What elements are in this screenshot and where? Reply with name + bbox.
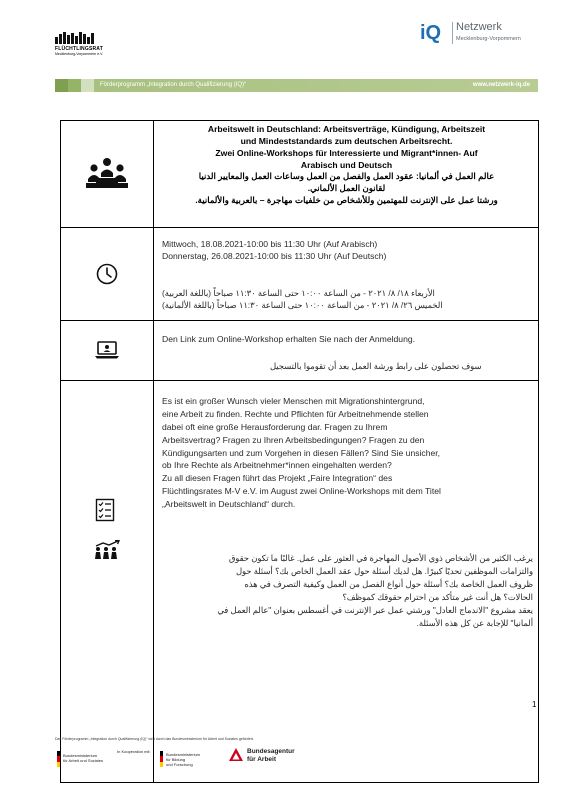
date-line-de: Donnerstag, 26.08.2021-10:00 bis 11:30 Uhr (Auf Deutsch) [162, 251, 387, 262]
ba-line: für Arbeit [247, 755, 277, 763]
description-line-ar: والتزامات الموظفين تحديًا كبيرًا. هل لديك أسئلة حول عقد العمل الخاص بك؟ أسئلة حول [235, 565, 533, 576]
table-column-divider [153, 120, 154, 783]
german-flag-icon [57, 751, 60, 767]
growth-people-icon [93, 540, 121, 560]
workshop-title [158, 124, 535, 207]
row-link-icon-cell [60, 320, 153, 380]
iq-network-label: Netzwerk [456, 21, 502, 33]
checklist-icon-wrap [95, 498, 115, 527]
bmas-line: Bundesministerium [63, 753, 98, 758]
bmbf-line: für Bildung [166, 757, 186, 763]
group-meeting-icon [84, 157, 130, 191]
funding-note: Das Förderprogramm „Integration durch Qualifizierung (IQ)“ wird durch das Bundesministerium für Arbeit und Soziales gefördert. [55, 737, 254, 741]
workshop-dates-de [162, 238, 532, 263]
title-ar-line: لقانون العمل الألماني. [307, 183, 386, 194]
iq-network-logo [420, 20, 538, 48]
laptop-icon [94, 340, 120, 360]
title-de-line: Arabisch und Deutsch [300, 159, 393, 170]
bmas-logo-text [63, 753, 103, 763]
title-de-line: Zwei Online-Workshops für Interessierte und Migrant*innen- Auf [215, 147, 478, 158]
description-line-de: ob Ihre Rechte als Arbeitnehmer*innen eingehalten werden? [162, 460, 392, 471]
bmas-line: für Arbeit und Soziales [63, 758, 104, 764]
description-line-ar: ألمانيا" للإجابة عن كل هذه الأسئلة. [416, 617, 533, 628]
title-ar-line: ورشتا عمل على الإنترنت للمهتمين وللأشخاص من خلفيات مهاجرة – بالعربية والألمانية. [195, 195, 498, 206]
fluechtlingsrat-title: FLÜCHTLINGSRAT [55, 46, 103, 52]
row-title-icon-cell [60, 120, 153, 227]
workshop-dates-ar [162, 287, 532, 312]
date-line-ar: الأربعاء ١٨/ ٨/ ٢٠٢١ - من الساعة ١٠:٠٠ حتى الساعة ١١:٣٠ صباحاً (باللغة العربية) [162, 288, 435, 298]
title-de-line: und Mindeststandards zum deutschen Arbeitsrecht. [240, 135, 453, 146]
description-line-de: Kündigungsarten und zum Vorgehen in diesen Fällen? Sind Sie unsicher, [162, 447, 441, 458]
bmbf-line: Bundesministerium [166, 752, 201, 757]
bundesagentur-logo-icon [228, 747, 244, 763]
description-line-de: dabei oft eine große Herausforderung dar. Fragen zu Ihrem [162, 421, 388, 432]
registration-link-note-ar: سوف تحصلون على رابط ورشة العمل بعد أن تقوموا بالتسجيل [270, 361, 482, 371]
description-line-de: Es ist ein großer Wunsch vieler Menschen mit Migrationshintergrund, [162, 396, 425, 406]
iq-region-label: Mecklenburg-Vorpommern [456, 36, 521, 42]
date-line-ar: الخميس ٢٦/ ٨/ ٢٠٢١ - من الساعة ١٠:٠٠ حتى الساعة ١١:٣٠ صباحاً (باللغة الألمانية) [162, 300, 443, 311]
row-dates-icon-cell [60, 227, 153, 320]
bundesagentur-text [247, 748, 295, 764]
description-line-de: Zu all diesen Fragen führt das Projekt „Faire Integration“ des [162, 473, 393, 484]
checklist-icon [95, 498, 115, 522]
program-banner [55, 79, 538, 92]
description-line-ar: يرغب الكثير من الأشخاص ذوي الأصول المهاجرة في العثور على عمل. غالبًا ما تكون حقوق [228, 553, 533, 563]
iq-mark: iQ [420, 22, 442, 44]
description-de [162, 395, 533, 511]
german-flag-icon [160, 751, 163, 767]
page-number: 1 [532, 700, 537, 709]
description-line-ar: يعقد مشروع "الاندماج العادل" ورشتي عمل عبر الإنترنت في أغسطس بعنوان "عالم العمل في [217, 604, 533, 615]
title-de-line: Arbeitswelt in Deutschland: Arbeitsverträge, Kündigung, Arbeitszeit [207, 124, 486, 134]
date-line-de: Mittwoch, 18.08.2021-10:00 bis 11:30 Uhr (Auf Arabisch) [162, 239, 378, 249]
fluechtlingsrat-subtitle: Mecklenburg-Vorpommern e.V. [55, 52, 104, 56]
description-line-ar: الحالات؟ هل أنت غير متأكد من احترام حقوقك كموظف؟ [342, 591, 533, 602]
ba-line: Bundesagentur [247, 748, 295, 755]
title-ar-line: عالم العمل في ألمانيا: عقود العمل والفصل من العمل وساعات العمل والمعايير الدنيا [198, 171, 495, 182]
clock-icon [95, 262, 119, 286]
description-line-de: „Arbeitswelt in Deutschland“ durch. [162, 499, 296, 510]
banner-text: Förderprogramm „Integration durch Qualifizierung (IQ)“ [100, 82, 247, 88]
iq-separator [452, 22, 453, 44]
bmbf-logo-text [166, 752, 200, 768]
fluechtlingsrat-bars-icon [55, 32, 107, 44]
fluechtlingsrat-logo [55, 32, 107, 56]
table-row-divider [60, 380, 539, 381]
description-line-de: Arbeitsvertrag? Fragen zu Ihren Arbeitsbedingungen? Fragen zu den [162, 434, 425, 445]
description-line-de: eine Arbeit zu finden. Rechte und Pflichten für Arbeitnehmende stellen [162, 408, 429, 419]
growth-people-icon-wrap [93, 540, 121, 565]
funder-logos [55, 745, 538, 785]
bmbf-line: und Forschung [166, 762, 193, 768]
description-line-ar: ظروف العمل الخاصة بك؟ أسئلة حول أنواع الفصل من العمل وكيفية التصرف في هذه [244, 578, 533, 589]
description-line-de: Flüchtlingsrates M-V e.V. im August zwei Online-Workshops mit dem Titel [162, 486, 441, 497]
registration-link-note-de: Den Link zum Online-Workshop erhalten Sie nach der Anmeldung. [162, 334, 416, 344]
description-ar [162, 552, 533, 630]
partner-label: In Kooperation mit: [117, 749, 151, 754]
banner-url[interactable]: www.netzwerk-iq.de [472, 82, 530, 88]
